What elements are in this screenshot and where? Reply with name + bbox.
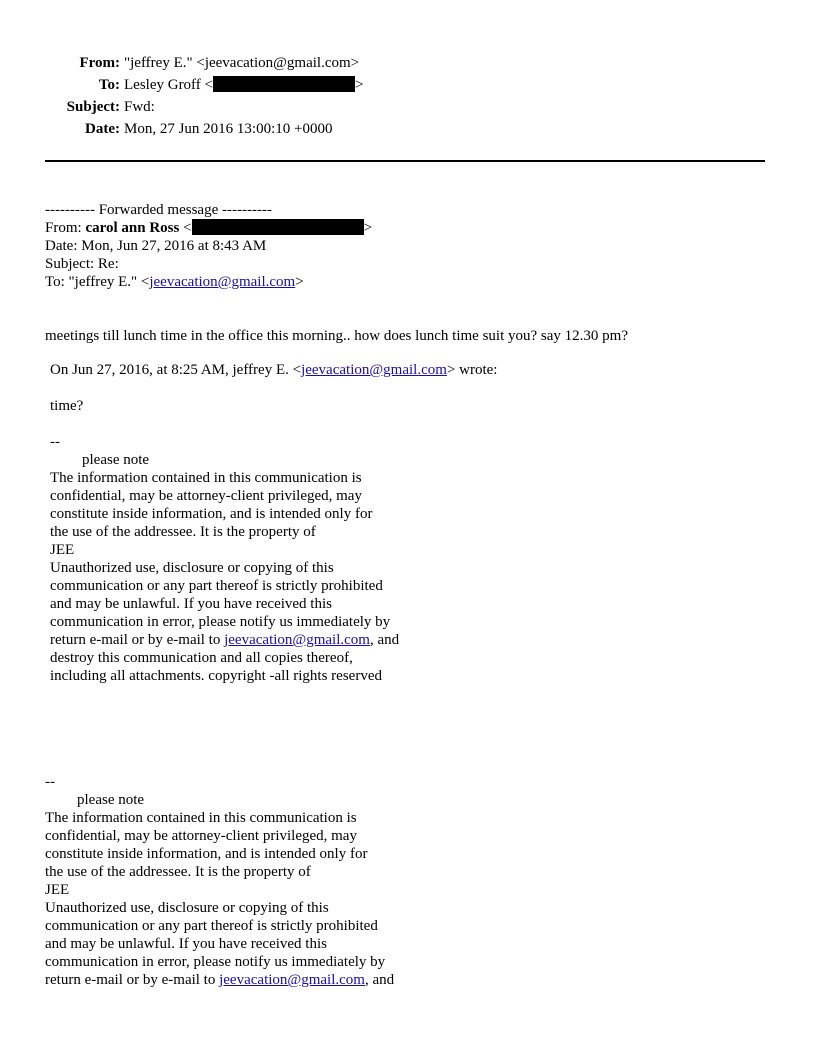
disclaimer-dashes: -- (45, 774, 55, 790)
disclaimer-line: communication in error, please notify us immediately by (45, 954, 386, 970)
header-to-row (0, 74, 380, 96)
disclaimer-line: destroy this communication and all copies thereof, (50, 650, 353, 666)
disclaimer-line: JEE (45, 882, 70, 898)
forwarded-header (45, 201, 372, 291)
forwarded-date: Date: Mon, Jun 27, 2016 at 8:43 AM (45, 238, 267, 254)
disclaimer-line: JEE (50, 542, 75, 558)
quoted-wrote-prefix: On Jun 27, 2016, at 8:25 AM, jeffrey E. < (50, 362, 302, 378)
quoted-wrote-line (50, 361, 497, 379)
disclaimer-note: please note (77, 792, 145, 808)
quoted-wrote-suffix: > wrote: (446, 362, 498, 378)
header-date-label: Date: (85, 121, 120, 137)
disclaimer-email-link[interactable]: jeevacation@gmail.com (224, 632, 370, 648)
forwarded-separator: ---------- Forwarded message ---------- (45, 202, 272, 218)
forwarded-from-name: carol ann Ross (85, 220, 180, 236)
disclaimer-line: communication or any part thereof is strictly prohibited (45, 918, 378, 934)
forwarded-to-close: > (295, 274, 304, 290)
disclaimer-note: please note (82, 452, 150, 468)
disclaimer-line: The information contained in this communication is (50, 470, 362, 486)
header-from-value: "jeffrey E." <jeevacation@gmail.com> (124, 55, 360, 71)
disclaimer-line: and may be unlawful. If you have received this (50, 596, 332, 612)
forwarded-to-email-link[interactable]: jeevacation@gmail.com (149, 274, 296, 290)
disclaimer-line: constitute inside information, and is intended only for (45, 846, 368, 862)
disclaimer-line: Unauthorized use, disclosure or copying of this (45, 900, 329, 916)
forwarded-to-prefix: To: "jeffrey E." < (45, 274, 150, 290)
forwarded-from-close: > (363, 220, 373, 236)
quoted-email-link[interactable]: jeevacation@gmail.com (301, 362, 447, 378)
disclaimer-email-prefix: return e-mail or by e-mail to (50, 632, 225, 648)
disclaimer-line: The information contained in this communication is (45, 810, 357, 826)
forwarded-to-row (45, 273, 372, 291)
disclaimer-line: and may be unlawful. If you have received this (45, 936, 327, 952)
disclaimer-email-suffix: , and (369, 632, 400, 648)
forwarded-from-prefix: From: (45, 220, 86, 236)
quoted-text: time? (50, 398, 84, 414)
disclaimer-line: the use of the addressee. It is the property of (45, 864, 311, 880)
header-to-label: To: (98, 77, 120, 93)
disclaimer-line: confidential, may be attorney-client privileged, may (45, 828, 357, 844)
disclaimer-line: confidential, may be attorney-client privileged, may (50, 488, 362, 504)
outer-disclaimer (45, 773, 394, 989)
header-from-row (0, 52, 380, 74)
header-date-row (0, 118, 380, 140)
header-subject-label: Subject: (66, 99, 120, 115)
disclaimer-line: communication or any part thereof is strictly prohibited (50, 578, 383, 594)
forwarded-from-row (45, 219, 372, 237)
quoted-disclaimer (50, 433, 399, 685)
header-to-close: > (355, 77, 364, 93)
disclaimer-line: constitute inside information, and is intended only for (50, 506, 373, 522)
disclaimer-dashes: -- (50, 434, 60, 450)
forwarded-subject: Subject: Re: (45, 256, 119, 272)
forwarded-from-open: < (179, 220, 192, 236)
header-subject-row (0, 96, 380, 118)
disclaimer-line: communication in error, please notify us immediately by (50, 614, 391, 630)
redaction-bar (192, 219, 364, 235)
header-to-name: Lesley Groff < (124, 77, 213, 93)
disclaimer-email-suffix: , and (364, 972, 395, 988)
disclaimer-line: Unauthorized use, disclosure or copying of this (50, 560, 334, 576)
header-divider (45, 160, 765, 162)
header-subject-value: Fwd: (124, 99, 155, 115)
header-date-value: Mon, 27 Jun 2016 13:00:10 +0000 (124, 121, 333, 137)
disclaimer-line: including all attachments. copyright -all rights reserved (50, 668, 382, 684)
disclaimer-line: the use of the addressee. It is the property of (50, 524, 316, 540)
message-body: meetings till lunch time in the office this morning.. how does lunch time suit you? say 12.30 pm? (45, 328, 628, 344)
header-from-label: From: (79, 55, 120, 71)
disclaimer-email-line (45, 971, 394, 989)
redaction-bar (213, 76, 355, 92)
disclaimer-email-link[interactable]: jeevacation@gmail.com (219, 972, 365, 988)
disclaimer-email-prefix: return e-mail or by e-mail to (45, 972, 220, 988)
disclaimer-email-line (50, 631, 399, 649)
